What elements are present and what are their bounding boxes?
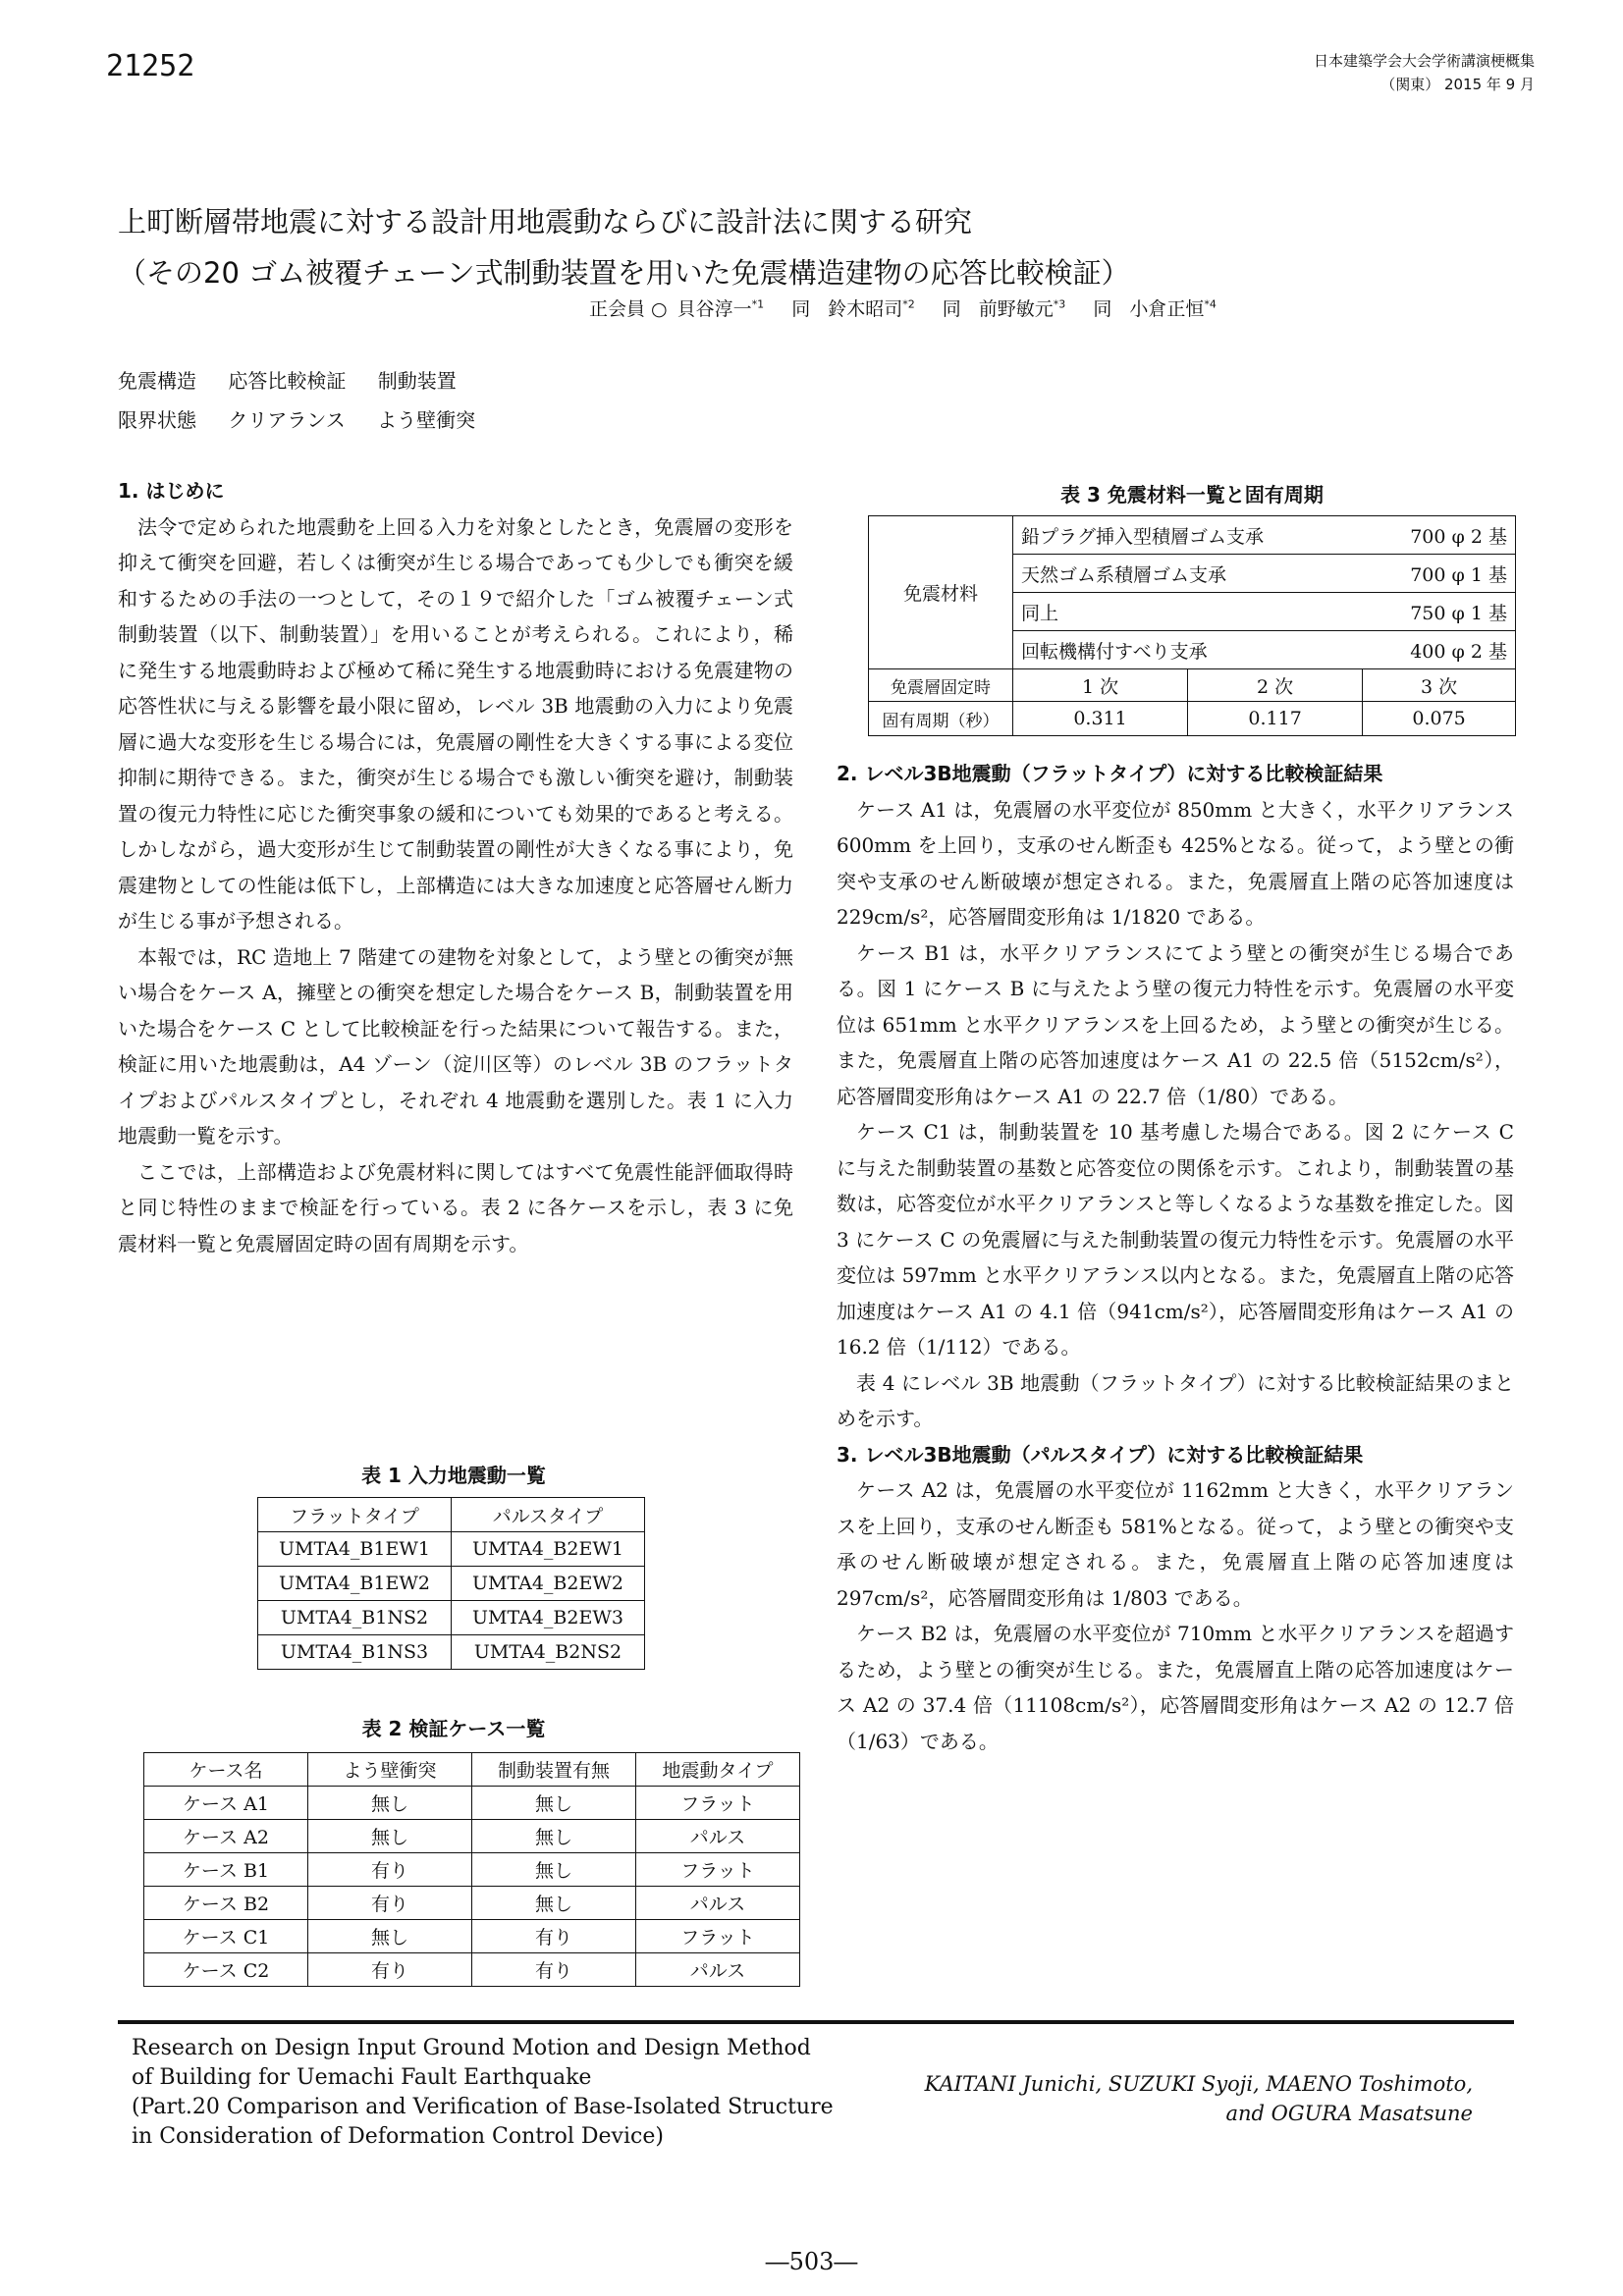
- section-2-heading: 2. レベル3B地震動（フラットタイプ）に対する比較検証結果: [837, 762, 1383, 785]
- table-header-row: [144, 1753, 800, 1787]
- section-2-paragraph: ケース C1 は，制動装置を 10 基考慮した場合である。図 2 にケース C に与えた制動装置の基数と応答変位の関係を示す。これより，制動装置の基数は，応答変位が水平クリアランスと等しくなるような基数を推定した。図 3 にケース C の免震層に与えた制動装置の復元力特性を示す。免震層の水平変位は 597mm と水平クリアランス以内となる。また，免震層直上階の応答加速度はケース A1 の 4.1 倍（941cm/s²），応答層間変形角はケース A1 の 16.2 倍（1/112）である。: [837, 1120, 1514, 1359]
- table-cell: 天然ゴム系積層ゴム支承: [1013, 555, 1363, 593]
- table-cell: 免震層固定時: [869, 669, 1013, 702]
- table-cell: UMTA4_B2EW1: [452, 1532, 645, 1567]
- section-2-paragraph: ケース B1 は，水平クリアランスにてよう壁との衝突が生じる場合である。図 1 にケース B に与えたよう壁の復元力特性を示す。免震層の水平変位は 651mm と水平クリアランスを上回るため，よう壁との衝突が生じる。また，免震層直上階の応答加速度はケース A1 の 22.5 倍（5152cm/s²），応答層間変形角はケース A1 の 22.7 倍（1/80）である。: [837, 940, 1514, 1108]
- table-row: [144, 1953, 800, 1987]
- keyword: 応答比較検証: [228, 369, 347, 393]
- left-column: [118, 473, 793, 1261]
- section-1-paragraph: ここでは，上部構造および免震材料に関してはすべて免震性能評価取得時と同じ特性のままで検証を行っている。表 2 に各ケースを示し，表 3 に免震材料一覧と免震層固定時の固有周期を示す。: [118, 1159, 793, 1255]
- table-cell: 無し: [308, 1820, 472, 1853]
- table-cell: UMTA4_B1NS3: [258, 1635, 452, 1670]
- table-3: [868, 515, 1516, 736]
- table-cell: UMTA4_B2EW2: [452, 1567, 645, 1601]
- table-row: [869, 516, 1516, 555]
- keyword: 制動装置: [377, 369, 457, 393]
- table-cell: 回転機構付すべり支承: [1013, 631, 1363, 669]
- table-cell: 鉛プラグ挿入型積層ゴム支承: [1013, 516, 1363, 555]
- table-row: [144, 1787, 800, 1820]
- table-cell: パルス: [636, 1953, 800, 1987]
- table-cell: UMTA4_B1NS2: [258, 1601, 452, 1635]
- table-cell: 無し: [472, 1887, 636, 1920]
- english-title-line: (Part.20 Comparison and Verification of Base-Isolated Structure: [132, 2095, 834, 2119]
- table-cell: パルス: [636, 1887, 800, 1920]
- table-cell: 700 φ 1 基: [1363, 555, 1516, 593]
- table-row: [869, 702, 1516, 736]
- table-cell: 免震材料: [869, 516, 1013, 669]
- table-row: [144, 1853, 800, 1887]
- table-row: [144, 1920, 800, 1953]
- title-line-2: （その20 ゴム被覆チェーン式制動装置を用いた免震構造建物の応答比較検証）: [118, 256, 1130, 290]
- author: 同 前野敏元$^{*3}$: [942, 297, 1066, 320]
- title-line-1: 上町断層帯地震に対する設計用地震動ならびに設計法に関する研究: [118, 205, 973, 239]
- table-header-cell: フラットタイプ: [258, 1498, 452, 1532]
- table-cell: 無し: [472, 1820, 636, 1853]
- table-cell: 0.117: [1188, 702, 1363, 736]
- table-cell: 無し: [472, 1853, 636, 1887]
- table-header-cell: 制動装置有無: [472, 1753, 636, 1787]
- table-cell: 有り: [472, 1920, 636, 1953]
- table-cell: 有り: [308, 1953, 472, 1987]
- table-cell: UMTA4_B2NS2: [452, 1635, 645, 1670]
- table-header-cell: 地震動タイプ: [636, 1753, 800, 1787]
- table-cell: UMTA4_B2EW3: [452, 1601, 645, 1635]
- table-row: [869, 669, 1516, 702]
- table-row: [144, 1820, 800, 1853]
- keyword: 限界状態: [118, 408, 196, 432]
- author: 同 小倉正恒$^{*4}$: [1093, 297, 1217, 320]
- table-cell: 有り: [308, 1887, 472, 1920]
- keywords: [118, 361, 501, 440]
- section-3-paragraph: ケース B2 は，免震層の水平変位が 710mm と水平クリアランスを超過するため，よう壁との衝突が生じる。また，免震層直上階の応答加速度はケース A2 の 37.4 倍（11108cm/s²），応答層間変形角はケース A2 の 12.7 倍（1/63）である。: [837, 1622, 1514, 1753]
- english-authors-line: and OGURA Masatsune: [1225, 2102, 1473, 2125]
- journal-date: （関東） 2015 年 9 月: [1380, 76, 1535, 93]
- table-cell: ケース B1: [144, 1853, 308, 1887]
- table-header-cell: ケース名: [144, 1753, 308, 1787]
- paper-title: [118, 196, 1130, 298]
- table-cell: フラット: [636, 1920, 800, 1953]
- section-2-paragraph: 表 4 にレベル 3B 地震動（フラットタイプ）に対する比較検証結果のまとめを示す。: [837, 1370, 1514, 1430]
- table-header-cell: パルスタイプ: [452, 1498, 645, 1532]
- table-row: [258, 1635, 645, 1670]
- journal-name: 日本建築学会大会学術講演梗概集: [1313, 52, 1535, 70]
- table-row: [258, 1532, 645, 1567]
- table-cell: ケース A2: [144, 1820, 308, 1853]
- keywords-row-2: [118, 400, 501, 440]
- table-header-row: [258, 1498, 645, 1532]
- table-1-caption: 表 1 入力地震動一覧: [361, 1464, 546, 1487]
- section-1-heading: 1. はじめに: [118, 479, 225, 503]
- table-2-caption: 表 2 検証ケース一覧: [361, 1717, 546, 1740]
- table-row: [144, 1887, 800, 1920]
- table-cell: 0.311: [1013, 702, 1188, 736]
- keyword: よう壁衝突: [377, 408, 476, 432]
- table-cell: ケース A1: [144, 1787, 308, 1820]
- table-cell: 750 φ 1 基: [1363, 593, 1516, 631]
- table-cell: 無し: [308, 1920, 472, 1953]
- table-1: [257, 1497, 645, 1670]
- table-cell: 1 次: [1013, 669, 1188, 702]
- table-cell: UMTA4_B1EW1: [258, 1532, 452, 1567]
- author: 同 鈴木昭司$^{*2}$: [791, 297, 915, 320]
- table-cell: 0.075: [1363, 702, 1516, 736]
- table-cell: パルス: [636, 1820, 800, 1853]
- english-authors-line: KAITANI Junichi, SUZUKI Syoji, MAENO Toshimoto,: [924, 2072, 1473, 2096]
- table-cell: ケース C1: [144, 1920, 308, 1953]
- table-cell: フラット: [636, 1787, 800, 1820]
- table-cell: 同上: [1013, 593, 1363, 631]
- keywords-row-1: [118, 361, 501, 400]
- section-3-heading: 3. レベル3B地震動（パルスタイプ）に対する比較検証結果: [837, 1442, 1364, 1467]
- table-cell: 有り: [308, 1853, 472, 1887]
- paper-id: 21252: [106, 49, 195, 83]
- page-number: ―503―: [765, 2248, 858, 2275]
- table-row: [258, 1567, 645, 1601]
- right-column: [837, 756, 1514, 1759]
- table-cell: 有り: [472, 1953, 636, 1987]
- table-cell: UMTA4_B1EW2: [258, 1567, 452, 1601]
- table-cell: ケース B2: [144, 1887, 308, 1920]
- english-authors: [884, 2069, 1473, 2128]
- section-1-paragraph: 本報では，RC 造地上 7 階建ての建物を対象として，よう壁との衝突が無い場合をケース A，擁壁との衝突を想定した場合をケース B，制動装置を用いた場合をケース C として比較検証を行った結果について報告する。また，検証に用いた地震動は，A4 ゾーン（淀川区等）のレベル 3B のフラットタイプおよびパルスタイプとし，それぞれ 4 地震動を選別した。表 1 に入力地震動一覧を示す。: [118, 944, 793, 1148]
- table-cell: 無し: [308, 1787, 472, 1820]
- table-cell: 400 φ 2 基: [1363, 631, 1516, 669]
- table-cell: 3 次: [1363, 669, 1516, 702]
- table-row: [258, 1601, 645, 1635]
- footer-divider: [118, 2020, 1514, 2024]
- table-2: [143, 1752, 800, 1987]
- keyword: 免震構造: [118, 369, 196, 393]
- table-cell: 2 次: [1188, 669, 1363, 702]
- table-cell: 無し: [472, 1787, 636, 1820]
- english-title-line: of Building for Uemachi Fault Earthquake: [132, 2065, 592, 2090]
- section-1-paragraph: 法令で定められた地震動を上回る入力を対象としたとき，免震層の変形を抑えて衝突を回避，若しくは衝突が生じる場合であっても少しでも衝突を緩和するための手法の一つとして，その１９で紹介した「ゴム被覆チェーン式制動装置（以下、制動装置）」を用いることが考えられる。これにより，稀に発生する地震動時および極めて稀に発生する地震動時における免震建物の応答性状に与える影響を最小限に留め，レベル 3B 地震動の入力により免震層に過大な変形を生じる場合には，免震層の剛性を大きくする事による変位抑制に期待できる。また，衝突が生じる場合でも激しい衝突を避け，制動装置の復元力特性に応じた衝突事象の緩和についても効果的であると考える。しかしながら，過大変形が生じて制動装置の剛性が大きくなる事により，免震建物としての性能は低下し，上部構造には大きな加速度と応答層せん断力が生じる事が予想される。: [118, 514, 793, 933]
- english-title-line: Research on Design Input Ground Motion and Design Method: [132, 2036, 811, 2060]
- table-cell: ケース C2: [144, 1953, 308, 1987]
- section-3-paragraph: ケース A2 は，免震層の水平変位が 1162mm と大きく，水平クリアランスを上回り，支承のせん断歪も 581%となる。従って，よう壁との衝突や支承のせん断破壊が想定される。また，免震層直上階の応答加速度は 297cm/s²，応答層間変形角は 1/803 である。: [837, 1478, 1514, 1610]
- english-title: [132, 2034, 834, 2152]
- table-cell: 700 φ 2 基: [1363, 516, 1516, 555]
- table-cell: 固有周期（秒）: [869, 702, 1013, 736]
- author-list: [589, 294, 1238, 321]
- journal-info: [1314, 49, 1535, 96]
- table-header-cell: よう壁衝突: [308, 1753, 472, 1787]
- table-cell: フラット: [636, 1853, 800, 1887]
- table-3-caption: 表 3 免震材料一覧と固有周期: [1060, 483, 1324, 507]
- english-title-line: in Consideration of Deformation Control Device): [132, 2124, 664, 2149]
- author: 正会員 ○ 貝谷淳一$^{*1}$: [589, 297, 765, 320]
- keyword: クリアランス: [228, 408, 346, 432]
- section-2-paragraph: ケース A1 は，免震層の水平変位が 850mm と大きく，水平クリアランス 600mm を上回り，支承のせん断歪も 425%となる。従って，よう壁との衝突や支承のせん断破壊が想定される。また，免震層直上階の応答加速度は 229cm/s²，応答層間変形角は 1/1820 である。: [837, 797, 1514, 929]
